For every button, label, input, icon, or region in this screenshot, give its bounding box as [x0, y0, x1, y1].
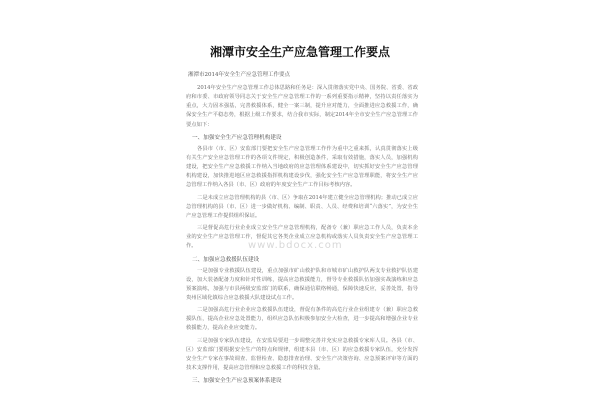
section-heading-1: 一、加强安全生产应急管理机构建设: [192, 134, 282, 141]
paragraph-section2-1: 一是加强专业救援队伍建设，重点加强市矿山救护队和市城市矿山救护队两支专业救护队伍建设，加大装备配备力度和针对性训练，提高应急救援能力，督导专业救援队伍加强实战演练和应急预案演练，加强与市县两级安监部门的联系，确保通信联络畅通，保障快速反应，妥善处置，指导贵州区域化镇综合应急救援大队建设试点工作。: [186, 267, 418, 301]
paragraph-intro: 2014年安全生产应急管理工作总体思路和任务是：深入贯彻落实党中央、国务院、省委、省政府和市委、市政府领导同志关于安全生产应急管理工作的一系列重要指示精神，坚持以责任落实为重点，大力固本强基，完善救援体系，健全一案三制，提升应对能力，全面推进应急救援工作，确保安全生产平稳态势，根据上级工作要求，结合我市实际，制定2014年全市安全生产应急管理工作要点如下：: [186, 85, 418, 128]
watermark-text: www.bdocx.com: [248, 240, 343, 251]
paragraph-section1-1: 各县市（市、区）安监部门要把安全生产应急管理工作作为重中之重来抓，认真贯彻落实上级有关生产安全应急管理工作的各项文件规定，积极创造条件，采取有效措施，落实人员，加强机构建设，把安全生产应急救援工作纳入当地政府的应急管理体系建设中，切实抓好安全生产应急管理机构建设，加快推进地区应急救援指挥机构建设步伐，强化安全生产应急管理职能，将安全生产应急管理工作纳入各县（市、区）政府的年度安全生产工作目标考核内容。: [186, 145, 418, 189]
document-title: 湘潭市安全生产应急管理工作要点: [209, 45, 390, 59]
document-subtitle: 湘潭市2014年安全生产应急管理工作要点: [188, 72, 290, 78]
section-heading-3: 三、加强安全生产应急预案体系建设: [192, 378, 282, 385]
paragraph-section1-2: 二是未成立应急管理机构的县（市、区）争取在2014年建立健全应急管理机构；推动已成立应急管理机构的县（市、区）进一步做好机构、编制、职责、人员、经费和培训“六落实”，为安全生产应急管理工作提供组织保证。: [186, 194, 418, 219]
paragraph-section2-2: 二是加强高危行业企业应急救援队伍建设，督促有条件的高危行业企业组建专（兼）职应急救援队伍，提高企业应急处置能力，组织应急队伍积极参加安全大检查，进一步提高和增强企业专业救援能力，提高企业应变能力。: [186, 307, 418, 332]
document-body: [186, 70, 418, 388]
paragraph-section2-3: 三是加强专家队伍建设，在安监局要进一步调整完善并充实应急救援专家库人员。各县（市、区）安监部门要根据安全生产的特点和规律，组建本县（市、区）的应急救援专家队伍，充分发挥安全生产专家在事故调查、监督检查、隐患排查治理、安全生产决策咨询、应急预案评审等方面的技术支撑作用，提高应急管理和应急救援工作的科技含量。: [186, 337, 418, 372]
paragraph-section1-3: 三是督促高危行业企业成立安全生产应急管理机构，配备专（兼）职应急工作人员，负责本企业的安全生产应急管理工作，督促其它各类企业成立应急机构或落实人员负责安全生产应急管理工作。: [186, 225, 418, 250]
section-heading-2: 二、加强应急救援队伍建设: [192, 256, 260, 263]
